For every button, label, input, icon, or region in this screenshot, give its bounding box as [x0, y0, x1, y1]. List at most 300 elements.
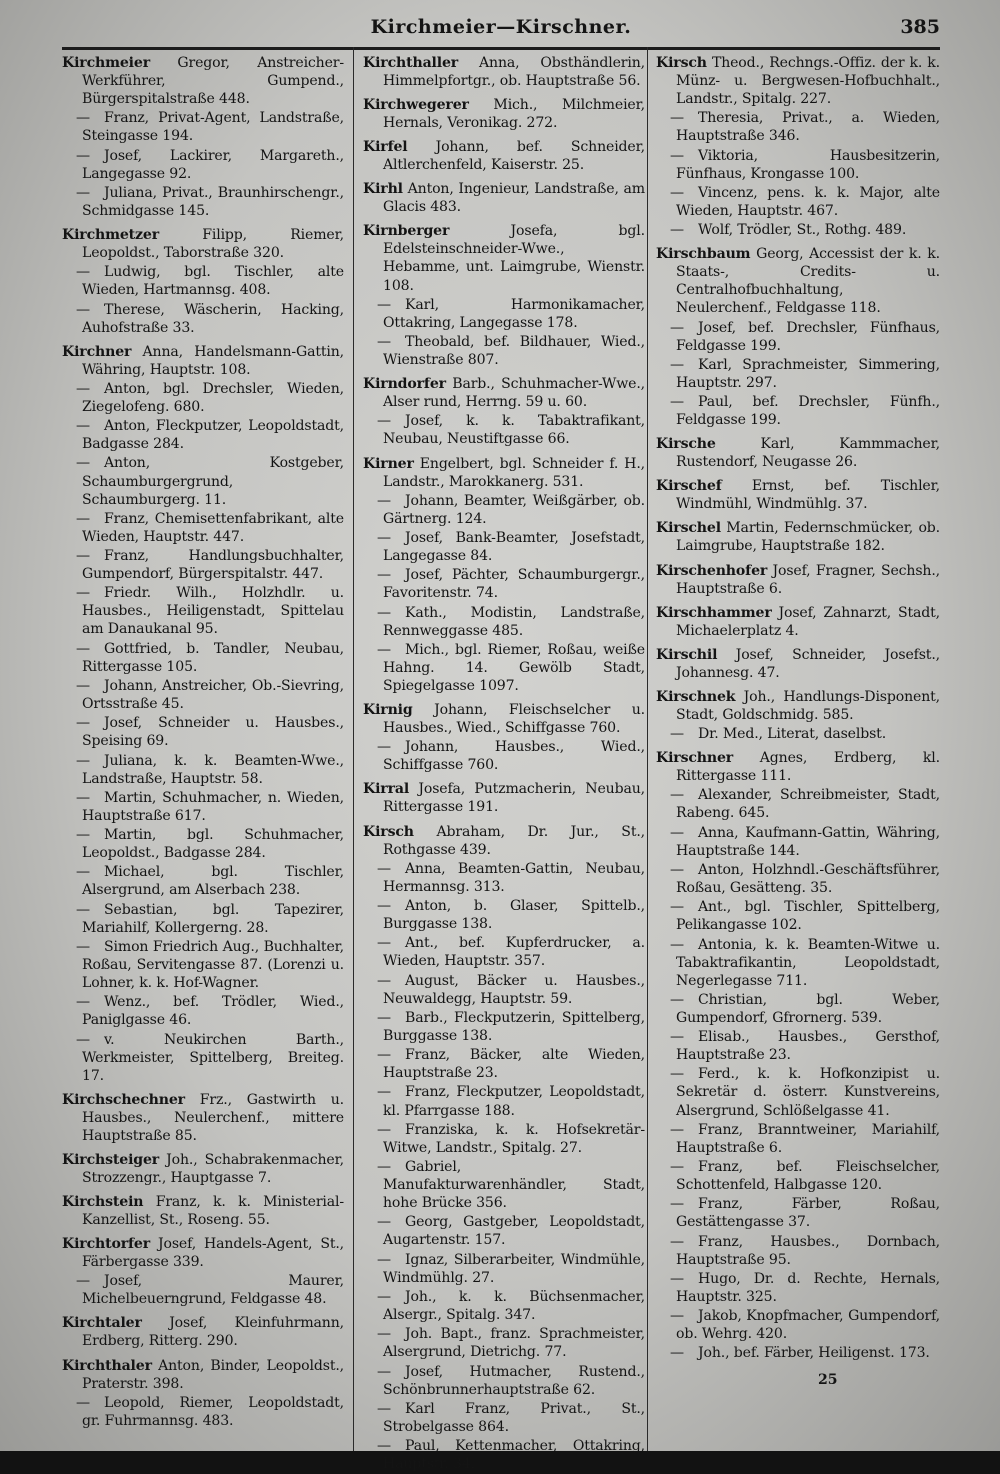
entry-text: Josef, Handels-Agent, St., Färbergasse 339.	[82, 1236, 344, 1271]
entry-text: Franz, Bäcker, alte Wieden, Hauptstraße 23.	[383, 1047, 645, 1082]
repeat-dash: —	[670, 319, 684, 336]
repeat-dash: —	[670, 147, 684, 164]
repeat-dash: —	[377, 1288, 391, 1305]
entry-text: Ernst, bef. Tischler, Windmühl, Windmühlg. 37.	[676, 478, 940, 513]
entry-text: Anton, Holzhndl.-Geschäftsführer, Roßau, Gesätteng. 35.	[676, 861, 940, 897]
entry-text: Theresia, Privat., a. Wieden, Hauptstraße 346.	[676, 110, 940, 145]
directory-subentry	[62, 454, 344, 508]
repeat-dash: —	[377, 935, 391, 952]
entry-surname: Kirnig	[363, 702, 413, 719]
directory-subentry	[656, 184, 940, 220]
entry-text: Ludwig, bgl. Tischler, alte Wieden, Hartmannsg. 408.	[82, 264, 344, 299]
directory-subentry	[62, 789, 344, 825]
entry-text: August, Bäcker u. Hausbes., Neuwaldegg, Hauptstr. 59.	[383, 972, 645, 1007]
directory-subentry	[656, 936, 940, 990]
repeat-dash: —	[377, 492, 391, 509]
directory-entry	[363, 823, 645, 859]
directory-entry	[62, 226, 344, 262]
directory-subentry	[363, 860, 645, 896]
repeat-dash: —	[670, 110, 684, 127]
repeat-dash: —	[377, 641, 391, 658]
entry-surname: Kirchwegerer	[363, 97, 469, 114]
directory-column-2	[363, 54, 645, 1474]
repeat-dash: —	[76, 1031, 90, 1048]
entry-text: Antonia, k. k. Beamten-Witwe u. Tabaktrafikantin, Leopoldstadt, Negerlegasse 711.	[676, 936, 940, 989]
directory-subentry	[363, 1437, 645, 1473]
directory-entry	[656, 749, 940, 785]
repeat-dash: —	[670, 726, 684, 743]
entry-text: Anton, bgl. Drechsler, Wieden, Ziegelofeng. 680.	[82, 380, 344, 415]
directory-entry	[62, 1314, 344, 1350]
entry-text: Ignaz, Silberarbeiter, Windmühle, Windmühlg. 27.	[383, 1251, 645, 1286]
directory-entry	[363, 780, 645, 816]
repeat-dash: —	[377, 1159, 391, 1176]
directory-entry	[363, 96, 645, 132]
entry-text: Karl, Kammmacher, Rustendorf, Neugasse 26.	[676, 436, 940, 471]
entry-text: Josef, Kleinfuhrmann, Erdberg, Ritterg. 290.	[82, 1315, 344, 1350]
entry-surname: Kirnberger	[363, 223, 450, 240]
directory-subentry	[62, 901, 344, 937]
directory-subentry	[363, 333, 645, 369]
repeat-dash: —	[377, 1009, 391, 1026]
entry-text: Theobald, bef. Bildhauer, Wied., Wienstraße 807.	[383, 334, 645, 369]
directory-subentry	[656, 1121, 940, 1157]
directory-entry	[363, 375, 645, 411]
directory-subentry	[363, 641, 645, 695]
repeat-dash: —	[76, 677, 90, 694]
entry-text: Franz, bef. Fleischselcher, Schottenfeld, Halbgasse 120.	[676, 1159, 940, 1194]
entry-text: Josefa, bgl. Edelsteinschneider-Wwe., Hebamme, unt. Laimgrube, Wienstr. 108.	[383, 223, 645, 294]
column-divider	[647, 47, 648, 1451]
entry-surname: Kirndorfer	[363, 376, 446, 393]
entry-text: Johann, Beamter, Weißgärber, ob. Gärtnerg. 124.	[383, 492, 645, 527]
directory-entry	[656, 519, 940, 555]
repeat-dash: —	[76, 994, 90, 1011]
repeat-dash: —	[76, 1394, 90, 1411]
directory-subentry	[62, 938, 344, 992]
directory-subentry	[62, 993, 344, 1029]
repeat-dash: —	[670, 394, 684, 411]
directory-subentry	[62, 752, 344, 788]
directory-subentry	[62, 417, 344, 453]
page-number: 385	[900, 16, 940, 38]
entry-text: Barb., Schuhmacher-Wwe., Alser rund, Herrng. 59 u. 60.	[383, 376, 645, 411]
repeat-dash: —	[670, 824, 684, 841]
directory-entry	[656, 562, 940, 598]
repeat-dash: —	[76, 301, 90, 318]
entry-text: Engelbert, bgl. Schneider f. H., Landstr., Marokkanerg. 531.	[383, 455, 645, 490]
repeat-dash: —	[377, 1084, 391, 1101]
directory-entry	[656, 688, 940, 724]
directory-subentry	[656, 1065, 940, 1119]
entry-text: Franz, Fleckputzer, Leopoldstadt, kl. Pfarrgasse 188.	[383, 1084, 645, 1119]
entry-text: Therese, Wäscherin, Hacking, Auhofstraße 33.	[82, 301, 344, 336]
entry-text: Gregor, Anstreicher-Werkführer, Gumpend., Bürgerspitalstraße 448.	[82, 55, 344, 108]
entry-text: Juliana, k. k. Beamten-Wwe., Landstraße, Hauptstr. 58.	[82, 752, 344, 787]
entry-text: Joh., bef. Färber, Heiligenst. 173.	[698, 1345, 930, 1362]
repeat-dash: —	[670, 1233, 684, 1250]
entry-text: Joh., k. k. Büchsenmacher, Alsergr., Spitalg. 347.	[383, 1288, 645, 1323]
entry-text: Gabriel, Manufakturwarenhändler, Stadt, hohe Brücke 356.	[383, 1159, 645, 1212]
entry-surname: Kirschenhofer	[656, 562, 768, 579]
repeat-dash: —	[76, 548, 90, 565]
entry-surname: Kirchstein	[62, 1193, 144, 1210]
directory-subentry	[363, 897, 645, 933]
entry-text: Franz, Privat-Agent, Landstraße, Steingasse 194.	[82, 110, 344, 145]
directory-subentry	[363, 1046, 645, 1082]
repeat-dash: —	[76, 110, 90, 127]
entry-text: Barb., Fleckputzerin, Spittelberg, Burggasse 138.	[383, 1009, 645, 1044]
directory-subentry	[656, 861, 940, 897]
repeat-dash: —	[377, 1214, 391, 1231]
entry-text: Ant., bef. Kupferdrucker, a. Wieden, Hauptstr. 357.	[383, 935, 645, 970]
repeat-dash: —	[670, 899, 684, 916]
entry-text: Leopold, Riemer, Leopoldstadt, gr. Fuhrmannsg. 483.	[82, 1394, 344, 1429]
entry-text: Simon Friedrich Aug., Buchhalter, Roßau, Servitengasse 87. (Lorenzi u. Lohner, k. k. Hof-Wagner.	[82, 938, 344, 992]
directory-subentry	[363, 529, 645, 565]
directory-subentry	[363, 1158, 645, 1212]
repeat-dash: —	[377, 1438, 391, 1455]
repeat-dash: —	[670, 861, 684, 878]
entry-text: Jakob, Knopfmacher, Gumpendorf, ob. Wehrg. 420.	[676, 1308, 940, 1343]
entry-text: Josef, Fragner, Sechsh., Hauptstraße 6.	[676, 562, 940, 597]
directory-subentry	[656, 1028, 940, 1064]
entry-text: Anton, b. Glaser, Spittelb., Burggasse 138.	[383, 898, 645, 933]
repeat-dash: —	[76, 585, 90, 602]
entry-text: Karl, Sprachmeister, Simmering, Hauptstr. 297.	[676, 356, 940, 391]
entry-text: Josef, Schneider, Josefst., Johannesg. 47.	[676, 646, 940, 681]
directory-subentry	[363, 1009, 645, 1045]
entry-text: Joh., Schabrakenmacher, Strozzengr., Hauptgasse 7.	[82, 1151, 344, 1186]
entry-text: Josef, Maurer, Michelbeuerngrund, Feldgasse 48.	[82, 1273, 344, 1308]
repeat-dash: —	[670, 936, 684, 953]
entry-surname: Kirschel	[656, 520, 721, 537]
repeat-dash: —	[670, 1270, 684, 1287]
entry-text: Mich., Milchmeier, Hernals, Veronikag. 272.	[383, 97, 645, 132]
entry-text: Martin, Schuhmacher, n. Wieden, Hauptstraße 617.	[82, 789, 344, 824]
directory-entry	[656, 435, 940, 471]
entry-text: Wolf, Trödler, St., Rothg. 489.	[698, 222, 907, 239]
directory-entry	[656, 646, 940, 682]
repeat-dash: —	[377, 296, 391, 313]
entry-text: Hugo, Dr. d. Rechte, Hernals, Hauptstr. 325.	[676, 1270, 940, 1305]
repeat-dash: —	[670, 991, 684, 1008]
column-divider	[353, 47, 354, 1451]
directory-subentry	[363, 566, 645, 602]
entry-surname: Kirner	[363, 455, 414, 472]
repeat-dash: —	[76, 640, 90, 657]
repeat-dash: —	[76, 901, 90, 918]
entry-text: Josef, bef. Drechsler, Fünfhaus, Feldgasse 199.	[676, 319, 940, 354]
directory-subentry	[656, 991, 940, 1027]
repeat-dash: —	[76, 184, 90, 201]
entry-text: Agnes, Erdberg, kl. Rittergasse 111.	[676, 750, 940, 785]
repeat-dash: —	[76, 147, 90, 164]
directory-subentry	[62, 677, 344, 713]
entry-text: Elisab., Hausbes., Gersthof, Hauptstraße 23.	[676, 1029, 940, 1064]
entry-text: Mich., bgl. Riemer, Roßau, weiße Hahng. 14. Gewölb Stadt, Spiegelgasse 1097.	[383, 641, 645, 694]
directory-entry	[656, 477, 940, 513]
directory-subentry	[363, 1251, 645, 1287]
running-head: Kirchmeier—Kirschner.	[370, 16, 632, 38]
repeat-dash: —	[377, 567, 391, 584]
directory-subentry	[656, 221, 940, 239]
entry-text: Josef, Hutmacher, Rustend., Schönbrunnerhauptstraße 62.	[383, 1363, 645, 1398]
directory-entry	[363, 701, 645, 737]
repeat-dash: —	[377, 1251, 391, 1268]
entry-text: Franz, Handlungsbuchhalter, Gumpendorf, Bürgerspitalstr. 447.	[82, 548, 344, 583]
repeat-dash: —	[670, 184, 684, 201]
entry-text: Josef, Schneider u. Hausbes., Speising 69.	[82, 715, 344, 750]
directory-subentry	[656, 786, 940, 822]
entry-text: Christian, bgl. Weber, Gumpendorf, Gfrornerg. 539.	[676, 991, 940, 1026]
directory-subentry	[62, 184, 344, 220]
directory-entry	[62, 343, 344, 379]
directory-subentry	[62, 263, 344, 299]
directory-subentry	[363, 412, 645, 448]
entry-text: Paul, Kettenmacher, Ottakring, Hauptstr. 34.	[383, 1438, 645, 1473]
entry-surname: Kirchschechner	[62, 1091, 185, 1108]
entry-surname: Kirfel	[363, 139, 408, 156]
entry-text: Joh., Handlungs-Disponent, Stadt, Goldschmidg. 585.	[676, 688, 940, 723]
entry-surname: Kirchner	[62, 343, 132, 360]
entry-text: Juliana, Privat., Braunhirschengr., Schmidgasse 145.	[82, 184, 344, 219]
directory-subentry	[656, 393, 940, 429]
repeat-dash: —	[76, 510, 90, 527]
entry-text: Alexander, Schreibmeister, Stadt, Rabeng. 645.	[676, 787, 940, 822]
directory-subentry	[363, 1325, 645, 1361]
repeat-dash: —	[670, 1308, 684, 1325]
entry-text: Johann, Hausbes., Wied., Schiffgasse 760.	[383, 739, 645, 774]
entry-surname: Kirchtaler	[62, 1315, 142, 1332]
repeat-dash: —	[76, 752, 90, 769]
repeat-dash: —	[670, 1121, 684, 1138]
entry-text: Anna, Handelsmann-Gattin, Währing, Hauptstr. 108.	[82, 343, 344, 378]
entry-text: Anton, Binder, Leopoldst., Praterstr. 398.	[82, 1357, 344, 1392]
directory-subentry	[62, 584, 344, 638]
repeat-dash: —	[670, 1066, 684, 1083]
entry-text: Gottfried, b. Tandler, Neubau, Rittergasse 105.	[82, 640, 344, 675]
entry-text: Martin, bgl. Schuhmacher, Leopoldst., Badgasse 284.	[82, 827, 344, 862]
repeat-dash: —	[377, 334, 391, 351]
directory-subentry	[656, 1307, 940, 1343]
repeat-dash: —	[76, 1273, 90, 1290]
repeat-dash: —	[377, 530, 391, 547]
directory-subentry	[656, 725, 940, 743]
entry-text: Vincenz, pens. k. k. Major, alte Wieden, Hauptstr. 467.	[676, 184, 940, 219]
entry-text: Anna, Beamten-Gattin, Neubau, Hermannsg. 313.	[383, 860, 645, 895]
directory-subentry	[363, 1363, 645, 1399]
directory-subentry	[62, 863, 344, 899]
directory-subentry	[62, 1394, 344, 1430]
entry-text: Ant., bgl. Tischler, Spittelberg, Pelikangasse 102.	[676, 899, 940, 934]
entry-surname: Kirschhammer	[656, 604, 772, 621]
directory-entry	[363, 180, 645, 216]
entry-text: Frz., Gastwirth u. Hausbes., Neulerchenf., mittere Hauptstraße 85.	[82, 1091, 344, 1144]
repeat-dash: —	[76, 455, 90, 472]
entry-text: Kath., Modistin, Landstraße, Rennweggasse 485.	[383, 604, 645, 639]
directory-subentry	[656, 1233, 940, 1269]
entry-surname: Kirschnek	[656, 688, 736, 705]
entry-text: Josef, k. k. Tabaktrafikant, Neubau, Neustiftgasse 66.	[383, 413, 645, 448]
repeat-dash: —	[377, 972, 391, 989]
repeat-dash: —	[76, 938, 90, 955]
directory-entry	[62, 1193, 344, 1229]
directory-subentry	[363, 1083, 645, 1119]
entry-text: Johann, bef. Schneider, Altlerchenfeld, Kaiserstr. 25.	[383, 139, 645, 174]
directory-entry	[363, 138, 645, 174]
repeat-dash: —	[377, 604, 391, 621]
entry-text: Abraham, Dr. Jur., St., Rothgasse 439.	[383, 823, 645, 858]
repeat-dash: —	[377, 898, 391, 915]
directory-subentry	[62, 109, 344, 145]
entry-surname: Kirchthaller	[363, 55, 459, 71]
directory-subentry	[656, 824, 940, 860]
entry-text: Michael, bgl. Tischler, Alsergrund, am Alserbach 238.	[82, 864, 344, 899]
directory-subentry	[62, 714, 344, 750]
directory-entry	[62, 54, 344, 108]
entry-text: Ferd., k. k. Hofkonzipist u. Sekretär d. österr. Kunstvereins, Alsergrund, Schlößelgasse 41.	[676, 1066, 940, 1119]
repeat-dash: —	[76, 827, 90, 844]
directory-subentry	[363, 934, 645, 970]
directory-subentry	[62, 1272, 344, 1308]
directory-subentry	[62, 640, 344, 676]
entry-surname: Kirhl	[363, 181, 403, 198]
directory-entry	[62, 1235, 344, 1271]
directory-subentry	[363, 1400, 645, 1436]
directory-subentry	[62, 547, 344, 583]
entry-text: Josef, Pächter, Schaumburgergr., Favoritenstr. 74.	[383, 567, 645, 602]
entry-text: Franz, Branntweiner, Mariahilf, Hauptstraße 6.	[676, 1121, 940, 1156]
entry-text: Friedr. Wilh., Holzhdlr. u. Hausbes., Heiligenstadt, Spittelau am Danaukanal 95.	[82, 585, 344, 638]
directory-subentry	[656, 1195, 940, 1231]
entry-text: Wenz., bef. Trödler, Wied., Paniglgasse 46.	[82, 994, 344, 1029]
directory-subentry	[656, 1158, 940, 1194]
directory-column-1	[62, 54, 344, 1431]
header-rule	[62, 47, 940, 50]
repeat-dash: —	[670, 1196, 684, 1213]
directory-entry	[656, 245, 940, 317]
entry-text: Georg, Accessist der k. k. Staats-, Credits- u. Centralhofbuchhaltung, Neulerchenf., Feldgasse 118.	[676, 246, 940, 317]
entry-surname: Kirchthaler	[62, 1357, 152, 1374]
repeat-dash: —	[76, 380, 90, 397]
entry-surname: Kirchtorfer	[62, 1236, 150, 1253]
entry-text: Franz, Hausbes., Dornbach, Hauptstraße 95.	[676, 1233, 940, 1268]
directory-subentry	[363, 1213, 645, 1249]
repeat-dash: —	[377, 1121, 391, 1138]
entry-surname: Kirchmetzer	[62, 226, 159, 243]
repeat-dash: —	[76, 864, 90, 881]
directory-entry	[62, 1357, 344, 1393]
repeat-dash: —	[377, 1363, 391, 1380]
entry-text: Josef, Lackirer, Margareth., Langegasse 92.	[82, 147, 344, 182]
directory-column-3	[656, 54, 940, 1364]
directory-entry	[363, 222, 645, 294]
repeat-dash: —	[377, 413, 391, 430]
entry-surname: Kirsch	[656, 55, 707, 71]
directory-subentry	[363, 738, 645, 774]
directory-subentry	[363, 492, 645, 528]
entry-surname: Kirchmeier	[62, 55, 150, 71]
entry-text: Anton, Kostgeber, Schaumburgergrund, Schaumburgerg. 11.	[82, 455, 344, 508]
entry-text: Joh. Bapt., franz. Sprachmeister, Alsergrund, Dietrichg. 77.	[383, 1326, 645, 1361]
directory-subentry	[363, 972, 645, 1008]
directory-subentry	[363, 1288, 645, 1324]
directory-subentry	[656, 147, 940, 183]
entry-text: Josefa, Putzmacherin, Neubau, Rittergasse 191.	[383, 781, 645, 816]
directory-subentry	[62, 301, 344, 337]
entry-text: Paul, bef. Drechsler, Fünfh., Feldgasse 199.	[676, 394, 940, 429]
entry-surname: Kirsche	[656, 436, 716, 453]
directory-subentry	[656, 356, 940, 392]
repeat-dash: —	[670, 1345, 684, 1362]
repeat-dash: —	[377, 1400, 391, 1417]
repeat-dash: —	[377, 1326, 391, 1343]
entry-text: Theod., Rechngs.-Offiz. der k. k. Münz- u. Bergwesen-Hofbuchhalt., Landstr., Spitalg. 227.	[676, 55, 940, 108]
repeat-dash: —	[670, 356, 684, 373]
entry-text: Martin, Federnschmücker, ob. Laimgrube, Hauptstraße 182.	[676, 520, 940, 555]
directory-entry	[62, 1091, 344, 1145]
repeat-dash: —	[76, 715, 90, 732]
repeat-dash: —	[76, 264, 90, 281]
repeat-dash: —	[670, 787, 684, 804]
directory-entry	[363, 54, 645, 90]
entry-text: Franz, Färber, Roßau, Gestättengasse 37.	[676, 1196, 940, 1231]
directory-subentry	[62, 826, 344, 862]
directory-entry	[656, 604, 940, 640]
directory-subentry	[363, 1121, 645, 1157]
repeat-dash: —	[670, 1159, 684, 1176]
entry-text: v. Neukirchen Barth., Werkmeister, Spittelberg, Breiteg. 17.	[82, 1031, 344, 1084]
directory-subentry	[363, 604, 645, 640]
entry-surname: Kirschil	[656, 646, 718, 663]
repeat-dash: —	[670, 1029, 684, 1046]
entry-surname: Kirschner	[656, 750, 734, 767]
entry-surname: Kirral	[363, 781, 410, 798]
directory-subentry	[656, 319, 940, 355]
page-header	[62, 16, 940, 44]
entry-text: Johann, Fleischselcher u. Hausbes., Wied., Schiffgasse 760.	[383, 702, 645, 737]
entry-text: Johann, Anstreicher, Ob.-Sievring, Ortsstraße 45.	[82, 677, 344, 713]
entry-text: Filipp, Riemer, Leopoldst., Taborstraße 320.	[82, 226, 344, 262]
directory-subentry	[62, 1031, 344, 1085]
directory-subentry	[656, 109, 940, 145]
entry-text: Anton, Fleckputzer, Leopoldstadt, Badgasse 284.	[82, 418, 344, 453]
directory-subentry	[656, 1270, 940, 1306]
entry-surname: Kirchsteiger	[62, 1151, 160, 1168]
entry-surname: Kirschef	[656, 478, 722, 495]
entry-text: Dr. Med., Literat, daselbst.	[698, 726, 887, 743]
repeat-dash: —	[377, 1047, 391, 1064]
directory-subentry	[62, 147, 344, 183]
entry-text: Josef, Zahnarzt, Stadt, Michaelerplatz 4.	[676, 604, 940, 639]
entry-text: Viktoria, Hausbesitzerin, Fünfhaus, Krongasse 100.	[676, 147, 940, 182]
entry-text: Franz, k. k. Ministerial-Kanzellist, St., Roseng. 55.	[82, 1193, 344, 1228]
entry-text: Georg, Gastgeber, Leopoldstadt, Augartenstr. 157.	[383, 1214, 645, 1249]
directory-entry	[363, 455, 645, 491]
entry-text: Sebastian, bgl. Tapezirer, Mariahilf, Kollergerng. 28.	[82, 901, 344, 936]
directory-subentry	[62, 510, 344, 546]
repeat-dash: —	[76, 789, 90, 806]
entry-text: Franz, Chemisettenfabrikant, alte Wieden, Hauptstr. 447.	[82, 510, 344, 545]
repeat-dash: —	[670, 222, 684, 239]
signature-mark: 25	[818, 1372, 838, 1388]
repeat-dash: —	[377, 860, 391, 877]
entry-text: Anna, Kaufmann-Gattin, Währing, Hauptstraße 144.	[676, 824, 940, 859]
entry-text: Franziska, k. k. Hofsekretär-Witwe, Landstr., Spitalg. 27.	[383, 1121, 645, 1156]
entry-text: Karl Franz, Privat., St., Strobelgasse 864.	[383, 1400, 645, 1435]
entry-text: Karl, Harmonikamacher, Ottakring, Langegasse 178.	[383, 296, 645, 331]
